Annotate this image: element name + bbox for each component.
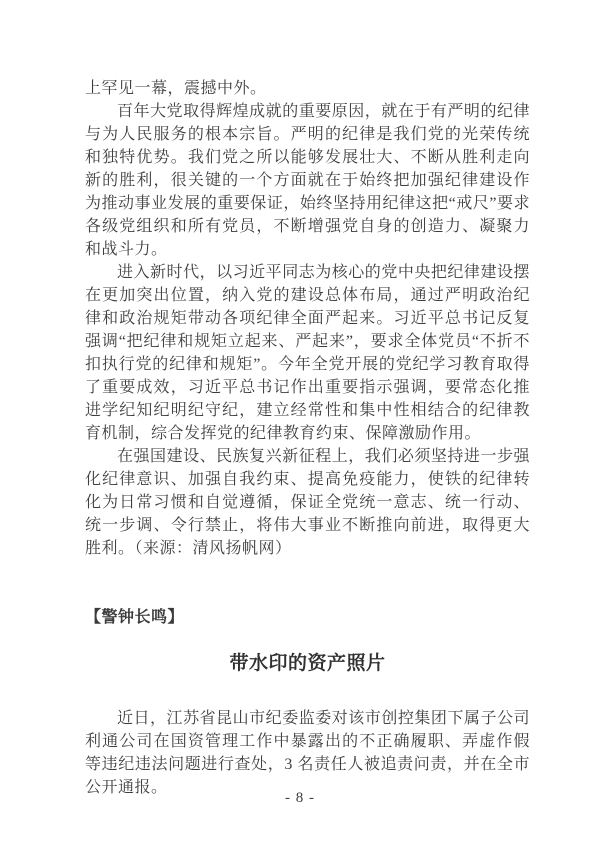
section-header: 【警钟长鸣】 bbox=[85, 609, 185, 626]
paragraph: 近日，江苏省昆山市纪委监委对该市创控集团下属子公司利通公司在国资管理工作中暴露出的不正确履职、弄虚作假等违纪违法问题进行查处，3 名责任人被追责问责，并在全市公开通报。 bbox=[85, 710, 530, 796]
page-number: - 8 - bbox=[285, 790, 315, 806]
paragraph: 进入新时代，以习近平同志为核心的党中央把纪律建设摆在更加突出位置，纳入党的建设总体布局，通过严明政治纪律和政治规矩带动各项纪律全面严起来。习近平总书记反复强调“把纪律和规矩立起来、严起来”，要求全体党员“不折不扣执行党的纪律和规矩”。今年全党开展的党纪学习教育取得了重要成效，习近平总书记作出重要指示强调，要常态化推进学纪知纪明纪守纪，建立经常性和集中性相结合的纪律教育机制，综合发挥党的纪律教育约束、保障激励作用。 bbox=[85, 264, 530, 442]
paragraph: 在强国建设、民族复兴新征程上，我们必须坚持进一步强化纪律意识、加强自我约束、提高免疫能力，使铁的纪律转化为日常习惯和自觉遵循，保证全党统一意志、统一行动、统一步调、令行禁止，将伟大事业不断推向前进，取得更大胜利。（来源：清风扬帆网） bbox=[85, 448, 530, 557]
article-title: 带水印的资产照片 bbox=[229, 653, 386, 674]
paragraph: 百年大党取得辉煌成就的重要原因，就在于有严明的纪律与为人民服务的根本宗旨。严明的纪律是我们党的光荣传统和独特优势。我们党之所以能够发展壮大、不断从胜利走向新的胜利，很关键的一个方面就在于始终把加强纪律建设作为推动事业发展的重要保证，始终坚持用纪律这把“戒尺”要求各级党组织和所有党员，不断增强党自身的创造力、凝聚力和战斗力。 bbox=[85, 103, 530, 258]
document-body bbox=[85, 77, 530, 799]
paragraph-continuation: 上罕见一幕，震撼中外。 bbox=[85, 80, 267, 97]
